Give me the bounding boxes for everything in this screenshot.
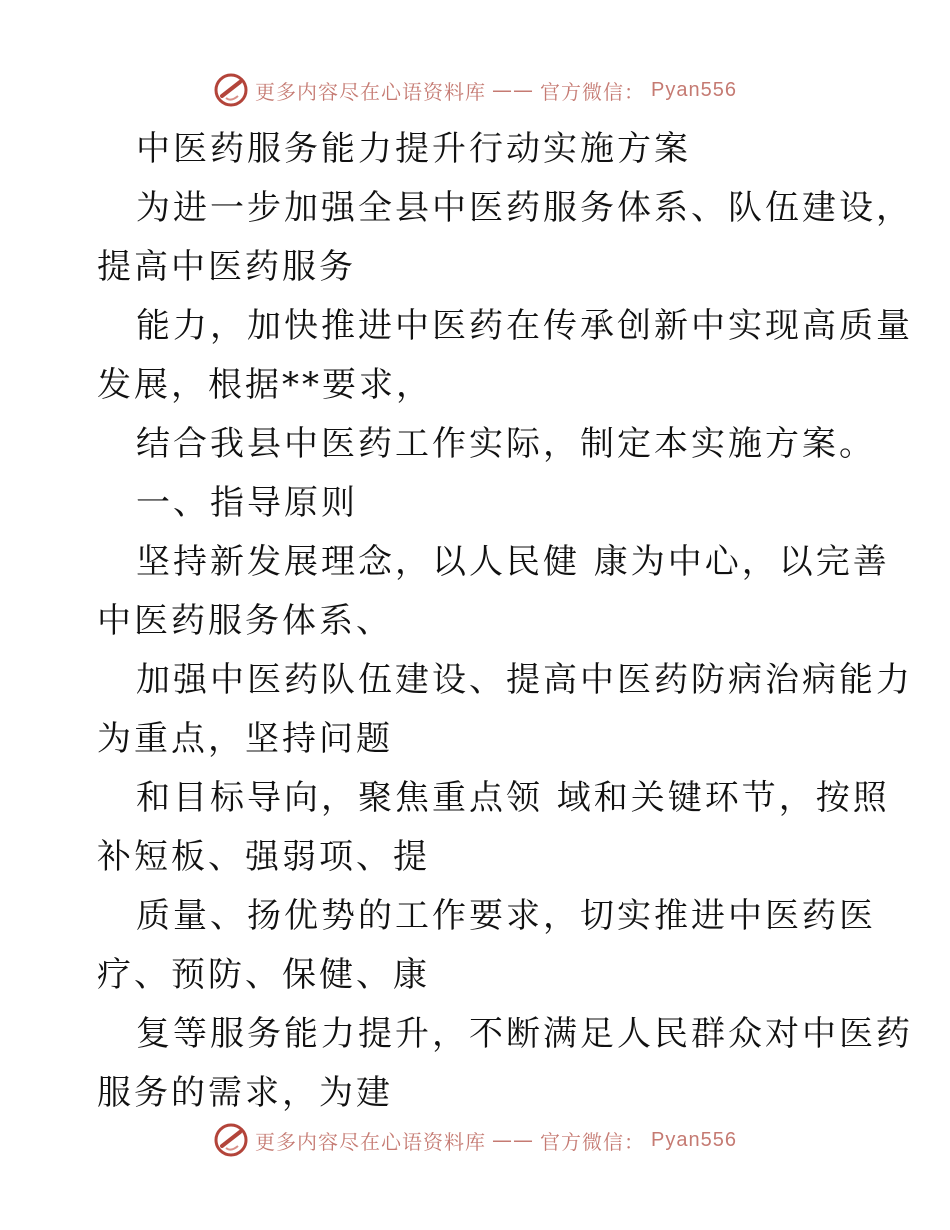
- paragraph-line: 坚持新发展理念，以人民健 康为中心，以完善: [136, 542, 890, 582]
- document-title: 中医药服务能力提升行动实施方案: [136, 129, 691, 169]
- brand-logo-icon: [213, 72, 249, 108]
- document-body: [97, 120, 913, 1123]
- paragraph-line: 为重点，坚持问题: [97, 719, 393, 759]
- paragraph-line: 能力，加快推进中医药在传承创新中实现高质量: [136, 306, 913, 346]
- paragraph-line: 和目标导向，聚焦重点领 域和关键环节，按照: [136, 778, 890, 818]
- watermark-wechat-label: 官方微信：: [540, 79, 646, 104]
- section-heading: 一、指导原则: [136, 483, 358, 523]
- watermark-dash: ——: [492, 78, 535, 102]
- watermark-text: 更多内容尽在心语资料库: [255, 79, 487, 104]
- watermark-dash: ——: [492, 1128, 535, 1152]
- brand-logo-icon: [213, 1122, 249, 1158]
- paragraph-line: 服务的需求，为建: [97, 1073, 393, 1113]
- paragraph-line: 质量、扬优势的工作要求，切实推进中医药医: [136, 896, 876, 936]
- footer-watermark: [0, 1122, 950, 1158]
- paragraph-line: 补短板、强弱项、提: [97, 837, 430, 877]
- paragraph-line: 疗、预防、保健、康: [97, 955, 430, 995]
- watermark-wechat-id: Pyan556: [651, 78, 737, 101]
- paragraph-line: 中医药服务体系、: [97, 601, 393, 641]
- paragraph-line: 结合我县中医药工作实际，制定本实施方案。: [136, 424, 876, 464]
- header-watermark: [0, 72, 950, 108]
- paragraph-line: 加强中医药队伍建设、提高中医药防病治病能力: [136, 660, 913, 700]
- paragraph-line: 提高中医药服务: [97, 247, 356, 287]
- paragraph-line: 发展，根据**要求，: [97, 365, 433, 405]
- paragraph-line: 复等服务能力提升，不断满足人民群众对中医药: [136, 1014, 913, 1054]
- watermark-text: 更多内容尽在心语资料库: [255, 1129, 487, 1154]
- watermark-wechat-id: Pyan556: [651, 1128, 737, 1151]
- watermark-wechat-label: 官方微信：: [540, 1129, 646, 1154]
- paragraph-line: 为进一步加强全县中医药服务体系、队伍建设，: [136, 188, 913, 228]
